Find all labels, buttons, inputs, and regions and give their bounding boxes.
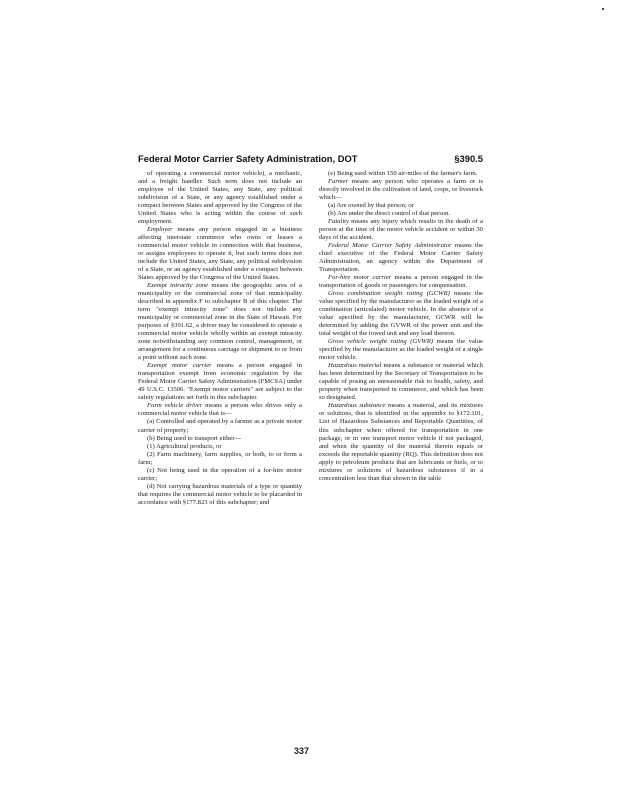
- paragraph-text: (b) Being used to transport either—: [147, 434, 242, 442]
- defined-term: Farmer: [328, 178, 349, 186]
- left-column: [138, 170, 302, 507]
- paragraph: [138, 483, 302, 507]
- paragraph-text: (2) Farm machinery, farm supplies, or both, to or from a farm;: [138, 450, 302, 466]
- scan-mark: [602, 8, 604, 10]
- paragraph-text: means a material, and its mixtures or solutions, that is identified in the appendix to §172.101, List of Hazardous Substances and Reportable Quantities, of this subchapter when offered for transportation in one package, or in one transport motor vehicle if not packaged, and when the quantity of the material therein equals or exceeds the reportable quantity (RQ). This definition does not apply to petroleum products that are lubricants or fuels, or to mixtures or solutions of hazardous substances if in a concentration less than that shown in the table: [319, 402, 483, 482]
- paragraph-text: (a) Are owned by that person; or: [328, 202, 414, 210]
- paragraph: [319, 218, 483, 242]
- right-column: [319, 170, 483, 483]
- defined-term: Gross combination weight rating (GCWR): [328, 290, 450, 298]
- paragraph: [319, 178, 483, 202]
- paragraph-text: means any person engaged in a business affecting interstate commerce who owns or leases a commercial motor vehicle in connection with that business, or assigns employees to operate it, but such terms does not include the United States, any State, any political subdivision of a State, or an agency established under a compact between States approved by the Congress of the United States.: [138, 226, 302, 282]
- paragraph-text: means the geographic area of a municipality or the commercial zone of that municipality described in appendix F to subchapter B of this chapter. The term "exempt intracity zone" does not include any municipality or commercial zone in the State of Hawaii. For purposes of §391.62, a driver may be considered to operate a commercial motor vehicle wholly within an exempt intracity zone notwithstanding any common control, management, or arrangement for a continuous carriage or shipment to or from a point without such zone.: [138, 282, 302, 362]
- paragraph-text: means any injury which results in the death of a person at the time of the motor vehicle accident or within 30 days of the accident.: [319, 218, 483, 242]
- defined-term: Federal Motor Carrier Safety Administrator: [328, 242, 452, 250]
- paragraph-text: (d) Not carrying hazardous materials of a type or quantity that requires the commercial motor vehicle to be placarded in accordance with §177.823 of this subchapter; and: [138, 482, 302, 506]
- paragraph: [319, 402, 483, 482]
- paragraph: [319, 170, 483, 178]
- paragraph: [138, 418, 302, 434]
- paragraph-text: (a) Controlled and operated by a farmer as a private motor carrier of property;: [138, 418, 302, 434]
- paragraph: [319, 290, 483, 338]
- paragraph: [319, 210, 483, 218]
- defined-term: Farm vehicle driver: [147, 402, 203, 410]
- paragraph: [138, 170, 302, 226]
- paragraph: [138, 451, 302, 467]
- paragraph-text: of operating a commercial motor vehicle), a mechanic, and a freight handler. Such term does not include an employee of the United States, any State, any political subdivision of a State, or any agency established under a compact between States and approved by the Congress of the United States who is acting within the course of such employment.: [138, 170, 302, 226]
- paragraph: [319, 274, 483, 290]
- running-head-title: Federal Motor Carrier Safety Administration, DOT: [138, 153, 358, 164]
- paragraph-text: (e) Being used within 150 air-miles of the farmer's farm.: [328, 170, 478, 177]
- defined-term: Employer: [147, 226, 173, 234]
- paragraph: [138, 362, 302, 402]
- paragraph: [138, 226, 302, 282]
- paragraph-text: means a substance or material which has been determined by the Secretary of Transportation to be capable of posing an unreasonable risk to health, safety, and property when transported in commerce, and which has been so designated.: [319, 362, 483, 402]
- section-number: §390.5: [454, 153, 483, 164]
- paragraph-text: means a person engaged in the transportation of goods or passengers for compensation.: [319, 274, 483, 290]
- paragraph-text: means a person who drives only a commercial motor vehicle that is—: [138, 402, 302, 418]
- paragraph: [138, 402, 302, 418]
- running-head: [138, 153, 483, 167]
- paragraph-text: means any person who operates a farm or is directly involved in the cultivation of land, crops, or livestock which—: [319, 178, 483, 202]
- paragraph: [138, 443, 302, 451]
- defined-term: Hazardous material: [328, 362, 382, 370]
- paragraph: [138, 435, 302, 443]
- defined-term: Hazardous substance: [328, 402, 386, 410]
- paragraph-text: means the value specified by the manufacturer as the loaded weight of a combination (articulated) motor vehicle. In the absence of a value specified by the manufacturer, GCWR will be determined by adding the GVWR of the power unit and the total weight of the towed unit and any load thereon.: [319, 290, 483, 338]
- paragraph-text: (c) Not being used in the operation of a for-hire motor carrier;: [138, 466, 302, 482]
- paragraph: [138, 467, 302, 483]
- paragraph-text: means the chief executive of the Federal Motor Carrier Safety Administration, an agency within the Department of Transportation.: [319, 242, 483, 274]
- defined-term: Gross vehicle weight rating (GVWR): [328, 338, 434, 346]
- paragraph: [319, 242, 483, 274]
- paragraph-text: means a person engaged in transportation exempt from economic regulation by the Federal Motor Carrier Safety Administration (FMCSA) under 49 U.S.C. 13506. "Exempt motor carriers" are subject to the safety regulations set forth in this subchapter.: [138, 362, 302, 402]
- page-number: 337: [294, 746, 310, 756]
- text-columns: [138, 170, 483, 742]
- defined-term: Exempt motor carrier: [147, 362, 212, 370]
- defined-term: Exempt intracity zone: [147, 282, 209, 290]
- paragraph-text: (1) Agricultural products, or: [147, 442, 222, 450]
- defined-term: For-hire motor carrier: [328, 274, 392, 282]
- defined-term: Fatality: [328, 218, 349, 226]
- paragraph-text: (b) Are under the direct control of that person.: [328, 210, 451, 218]
- paragraph: [319, 338, 483, 362]
- paragraph: [319, 202, 483, 210]
- paragraph: [138, 282, 302, 362]
- paragraph-text: means the value specified by the manufacturer as the loaded weight of a single motor vehicle.: [319, 338, 483, 362]
- paragraph: [319, 362, 483, 402]
